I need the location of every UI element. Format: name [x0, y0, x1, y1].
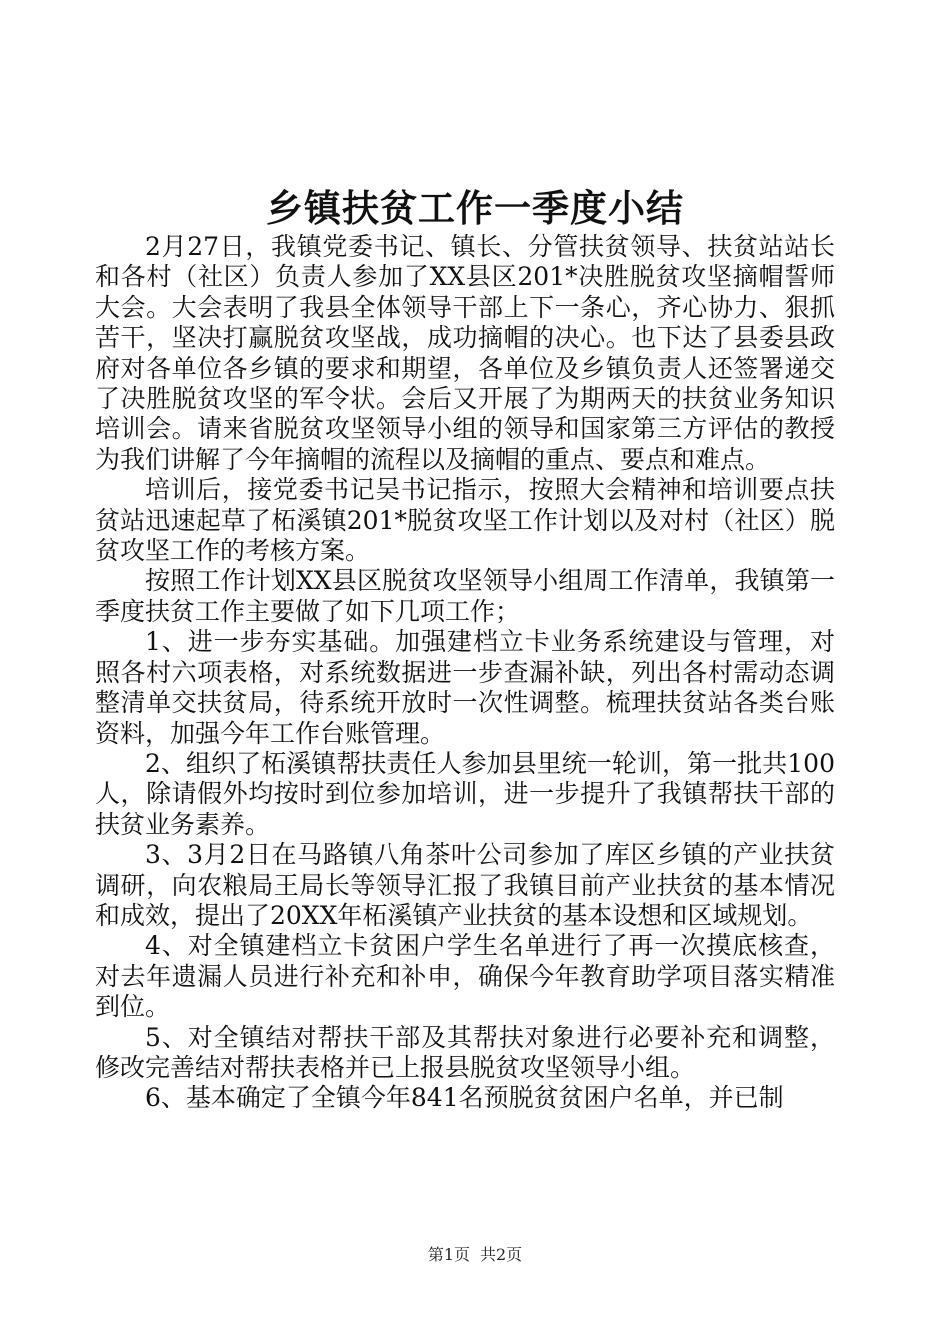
- paragraph-2: 培训后，接党委书记吴书记指示，按照大会精神和培训要点扶贫站迅速起草了柘溪镇201*脱贫攻坚工作计划以及对村（社区）脱贫攻坚工作的考核方案。: [95, 475, 835, 566]
- document-body: [95, 232, 835, 1114]
- page-number-current: 第1页: [427, 1245, 470, 1264]
- paragraph-7: 4、对全镇建档立卡贫困户学生名单进行了再一次摸底核查，对去年遗漏人员进行补充和补申，确保今年教育助学项目落实精准到位。: [95, 931, 835, 1022]
- paragraph-5: 2、组织了柘溪镇帮扶责任人参加县里统一轮训，第一批共100人，除请假外均按时到位参加培训，进一步提升了我镇帮扶干部的扶贫业务素养。: [95, 748, 835, 839]
- page-number-total: 共2页: [480, 1245, 523, 1264]
- paragraph-1: 2月27日，我镇党委书记、镇长、分管扶贫领导、扶贫站站长和各村（社区）负责人参加了XX县区201*决胜脱贫攻坚摘帽誓师大会。大会表明了我县全体领导干部上下一条心，齐心协力、狠抓苦干，坚决打赢脱贫攻坚战，成功摘帽的决心。也下达了县委县政府对各单位各乡镇的要求和期望，各单位及乡镇负责人还签署递交了决胜脱贫攻坚的军令状。会后又开展了为期两天的扶贫业务知识培训会。请来省脱贫攻坚领导小组的领导和国家第三方评估的教授为我们讲解了今年摘帽的流程以及摘帽的重点、要点和难点。: [95, 232, 835, 474]
- paragraph-6: 3、3月2日在马路镇八角茶叶公司参加了库区乡镇的产业扶贫调研，向农粮局王局长等领导汇报了我镇目前产业扶贫的基本情况和成效，提出了20XX年柘溪镇产业扶贫的基本设想和区域规划。: [95, 840, 835, 930]
- paragraph-3: 按照工作计划XX县区脱贫攻坚领导小组周工作清单，我镇第一季度扶贫工作主要做了如下几项工作；: [95, 566, 835, 626]
- paragraph-4: 1、进一步夯实基础。加强建档立卡业务系统建设与管理，对照各村六项表格，对系统数据进一步查漏补缺，列出各村需动态调整清单交扶贫局，待系统开放时一次性调整。梳理扶贫站各类台账资料，加强今年工作台账管理。: [95, 627, 835, 748]
- paragraph-9: 6、基本确定了全镇今年841名预脱贫贫困户名单，并已制: [145, 1083, 784, 1113]
- document-title: 乡镇扶贫工作一季度小结: [266, 186, 684, 230]
- paragraph-8: 5、对全镇结对帮扶干部及其帮扶对象进行必要补充和调整，修改完善结对帮扶表格并已上报县脱贫攻坚领导小组。: [95, 1022, 835, 1082]
- page-footer: [0, 1244, 950, 1266]
